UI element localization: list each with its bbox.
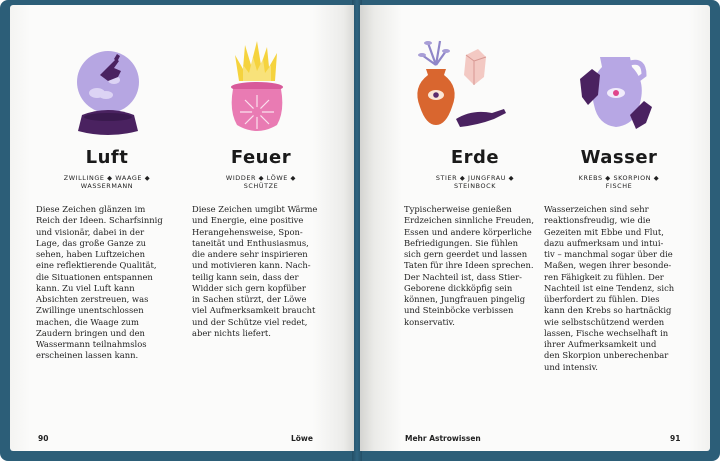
running-head: Mehr Astrowissen <box>405 434 481 443</box>
right-page <box>360 5 710 451</box>
left-page <box>10 5 354 451</box>
vase-crystal-hand-icon <box>408 35 512 145</box>
flaming-cauldron-icon <box>213 35 303 145</box>
pitcher-hands-icon <box>570 35 660 145</box>
zodiac-signs: KREBS ◆ SKORPION ◆ FISCHE <box>578 174 660 190</box>
element-description: Typischerweise genießen Erdzeichen sinnliche Freuden, Essen und andere körperliche Befriedigungen. Sie fühlen sich gern geerdet und lassen Taten für ihre Ideen sprechen. Der Nachteil ist, dass Stier- Geborene dickköpfig sein können, Jungfrauen pingelig und Steinböcke verbissen konservativ. <box>404 204 534 327</box>
page-number: 90 <box>38 434 49 443</box>
element-title: Luft <box>85 147 129 168</box>
element-title: Erde <box>450 147 500 168</box>
element-description: Diese Zeichen umgibt Wärme und Energie, eine positive Herangehensweise, Spon- taneität und Enthusiasmus, die andere sehr inspirieren und motivieren kann. Nach- teilig kann sein, dass der Widder sich gern kopfüber in Sachen stürzt, der Löwe viel Aufmerksamkeit braucht und der Schütze viel redet, aber nichts liefert. <box>192 204 318 338</box>
zodiac-signs: WIDDER ◆ LÖWE ◆ SCHÜTZE <box>225 174 297 190</box>
running-head: Löwe <box>291 434 313 443</box>
element-title: Feuer <box>230 147 292 168</box>
element-title: Wasser <box>580 147 658 168</box>
element-description: Diese Zeichen glänzen im Reich der Ideen. Scharfsinnig und visionär, dabei in der Lage, das große Ganze zu sehen, haben Luftzeichen eine reflektierende Qualität, die Situationen entspannen kann. Zu viel Luft kann Absichten zerstreuen, was Zwillinge unentschlossen machen, die Waage zum Zaudern bringen und den Wassermann teilnahmslos erscheinen lassen kann. <box>36 204 163 361</box>
zodiac-signs: STIER ◆ JUNGFRAU ◆ STEINBOCK <box>435 174 515 190</box>
crystal-ball-icon <box>64 35 154 145</box>
page-number: 91 <box>670 434 681 443</box>
zodiac-signs: ZWILLINGE ◆ WAAGE ◆ WASSERMANN <box>63 174 151 190</box>
element-description: Wasserzeichen sind sehr reaktionsfreudig, wie die Gezeiten mit Ebbe und Flut, dazu aufmerksam und intui- tiv – manchmal sogar über die Maßen, wegen ihrer besonde- ren Fähigkeit zu fühlen. Der Nachteil ist eine Tendenz, sich überfordert zu fühlen. Dies kann den Krebs so hartnäckig wie selbstschützend werden lassen, Fische wechselhaft in ihrer Aufmerksamkeit und den Skorpion unberechenbar und intensiv. <box>544 204 675 372</box>
